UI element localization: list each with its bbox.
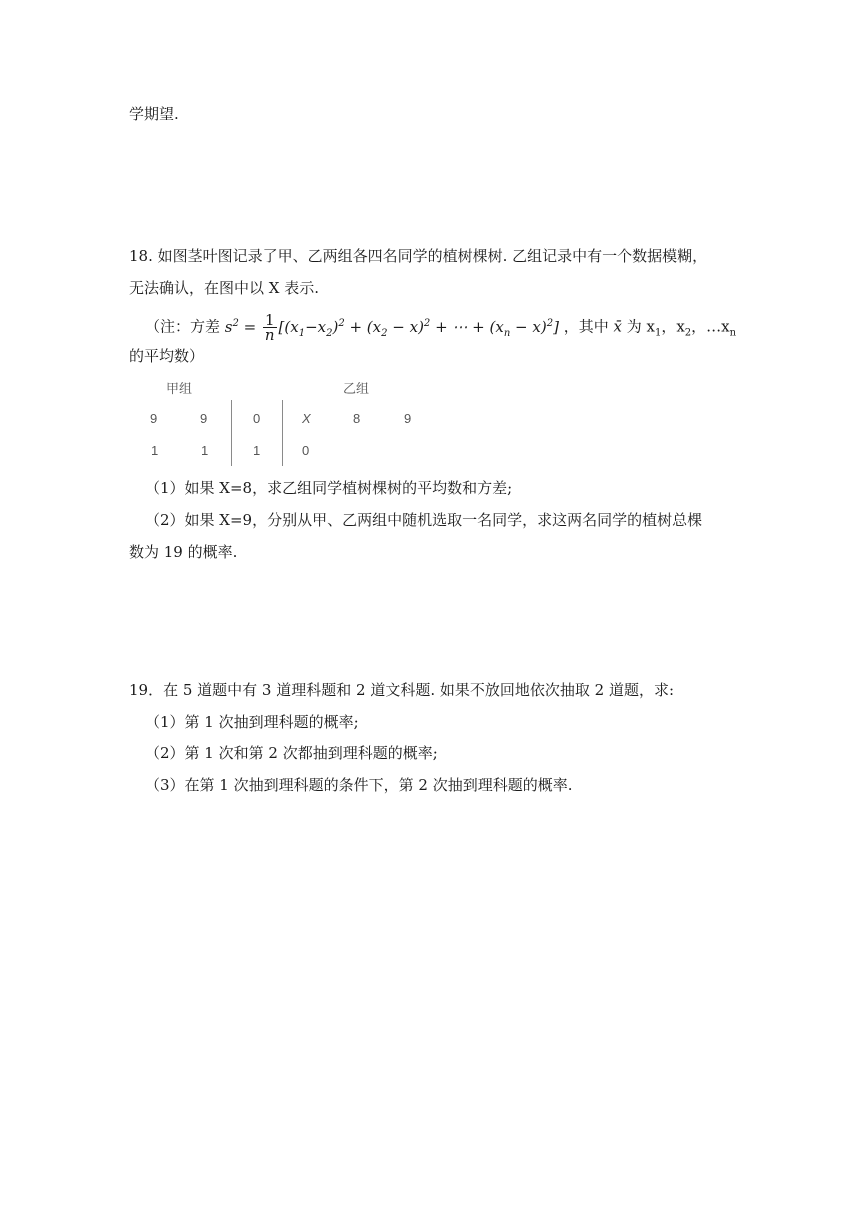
note-prefix: （注：方差	[145, 317, 225, 336]
q18-variance-note: （注：方差 $s^2$ = $\frac{1}{n}$ [$(x_1-x_2)^2 + (x_2 - x)^2$ + ⋯ + $(x_n - x)^2$] ，其中 x̄ 为 $x_1$，$x_2$，$\dots x_n$	[145, 311, 737, 344]
mean-symbol: x̄	[613, 317, 622, 336]
q19-subquestion-3: （3）在第 1 次抽到理科题的条件下，第 2 次抽到理科题的概率.	[145, 776, 573, 794]
q18-subquestion-1: （1）如果 X=8，求乙组同学植树棵树的平均数和方差;	[145, 479, 513, 497]
leaf-right: 8	[353, 411, 361, 426]
leaf-right: X	[302, 411, 311, 426]
stem-divider-left	[231, 400, 232, 466]
q19-subquestion-2: （2）第 1 次和第 2 次都抽到理科题的概率;	[145, 744, 438, 762]
previous-question-ending: 学期望.	[129, 105, 179, 123]
leaf-left: 9	[200, 411, 208, 426]
stem: 1	[253, 443, 261, 458]
q19-stem: 19．在 5 道题中有 3 道理科题和 2 道文科题. 如果不放回地依次抽取 2 道题，求:	[129, 681, 674, 699]
leaf-left: 1	[151, 443, 159, 458]
q18-subquestion-2-line-1: （2）如果 X=9，分别从甲、乙两组中随机选取一名同学，求这两名同学的植树总棵	[145, 511, 703, 529]
left-group-header: 甲组	[166, 381, 193, 396]
leaf-left: 9	[150, 411, 158, 426]
variance-formula: $s^2$ = $\frac{1}{n}$ [$(x_1-x_2)^2 + (x_2 - x)^2$ + ⋯ + $(x_n - x)^2$]	[224, 311, 559, 344]
leaf-right: 9	[404, 411, 412, 426]
q18-subquestion-2-line-2: 数为 19 的概率.	[129, 543, 238, 561]
stem: 0	[253, 411, 261, 426]
leaf-left: 1	[201, 443, 209, 458]
stem-divider-right	[282, 400, 283, 466]
q18-stem-line-2: 无法确认，在图中以 X 表示.	[129, 279, 319, 297]
q18-note-line-2: 的平均数）	[129, 347, 205, 365]
note-suffix-2: 为 x	[621, 317, 655, 336]
q19-subquestion-1: （1）第 1 次抽到理科题的概率;	[145, 713, 359, 731]
q18-stem-line-1: 18. 如图茎叶图记录了甲、乙两组各四名同学的植树棵树. 乙组记录中有一个数据模糊，	[129, 247, 708, 265]
note-suffix: ，其中	[558, 317, 614, 336]
leaf-right: 0	[302, 443, 310, 458]
right-group-header: 乙组	[343, 381, 370, 396]
